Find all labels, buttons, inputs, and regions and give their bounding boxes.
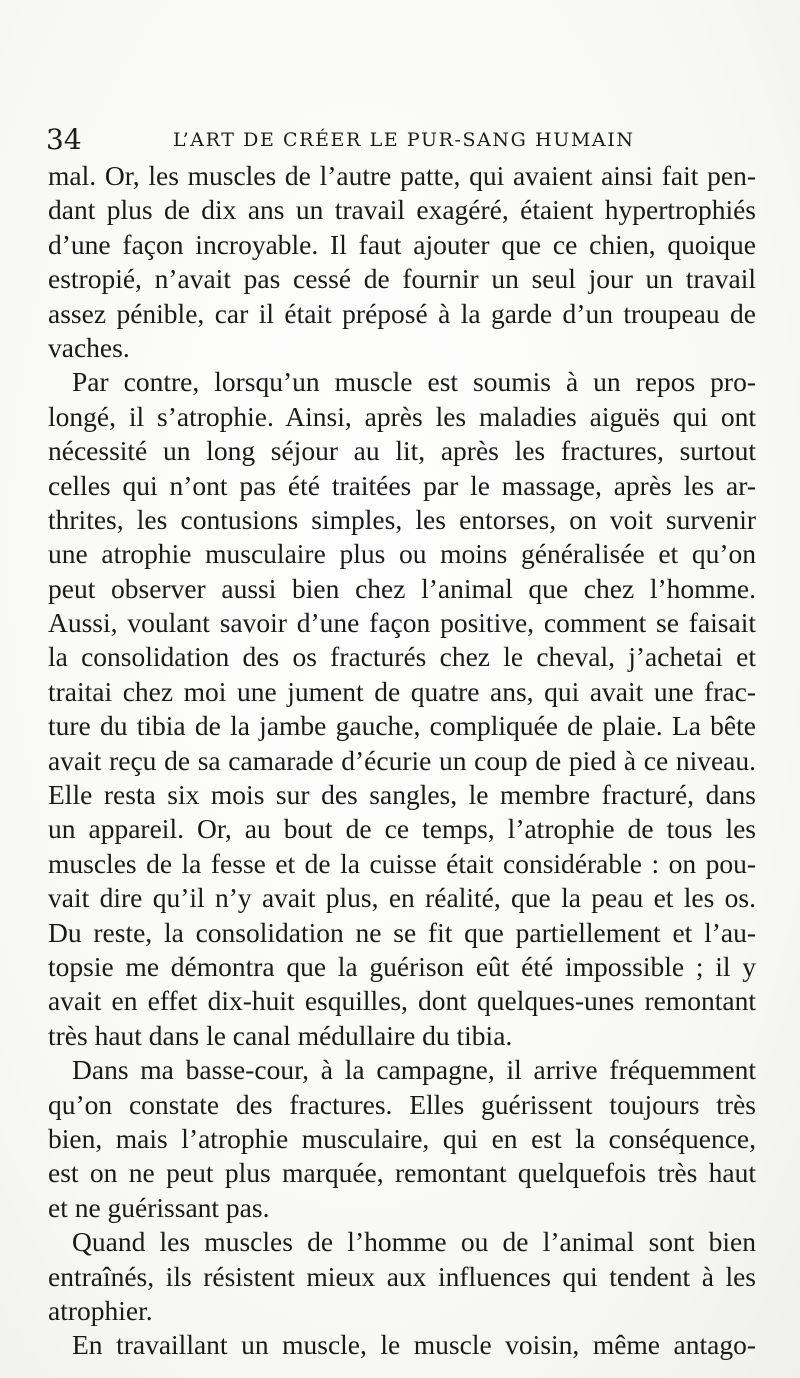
- text-line: qu’on constate des fractures. Elles guérissent toujours très: [48, 1088, 756, 1120]
- text-line: avait en effet dix-huit esquilles, dont quelques-unes remontant: [48, 985, 756, 1017]
- page-header: [46, 122, 760, 158]
- text-line: Dans ma basse-cour, à la campagne, il arrive fréquemment: [72, 1054, 756, 1086]
- text-line: nécessité un long séjour au lit, après les fractures, surtout: [48, 435, 756, 467]
- text-line: traitai chez moi une jument de quatre ans, qui avait une frac-: [48, 675, 756, 707]
- text-line: un appareil. Or, au bout de ce temps, l’atrophie de tous les: [48, 813, 756, 845]
- text-line: assez pénible, car il était préposé à la garde d’un troupeau de: [48, 297, 756, 329]
- text-line: dant plus de dix ans un travail exagéré, étaient hypertrophiés: [48, 194, 756, 226]
- text-line: thrites, les contusions simples, les entorses, on voit survenir: [48, 503, 756, 535]
- text-line: d’une façon incroyable. Il faut ajouter que ce chien, quoique: [48, 228, 756, 260]
- text-line: atrophier.: [48, 1294, 153, 1326]
- text-line: est on ne peut plus marquée, remontant quelquefois très haut: [48, 1157, 756, 1189]
- text-line: muscles de la fesse et de la cuisse était considérable : on pou-: [48, 847, 756, 879]
- text-line: ture du tibia de la jambe gauche, compliquée de plaie. La bête: [48, 710, 756, 742]
- text-line: Elle resta six mois sur des sangles, le membre fracturé, dans: [48, 779, 756, 811]
- text-line: Quand les muscles de l’homme ou de l’animal sont bien: [72, 1226, 756, 1258]
- text-line: Aussi, voulant savoir d’une façon positive, comment se faisait: [48, 607, 756, 639]
- text-line: et ne guérissant pas.: [48, 1191, 270, 1223]
- body-text: [48, 159, 756, 1363]
- text-line: une atrophie musculaire plus ou moins généralisée et qu’on: [48, 538, 756, 570]
- running-title: L’ART DE CRÉER LE PUR-SANG HUMAIN: [173, 129, 635, 151]
- text-line: longé, il s’atrophie. Ainsi, après les maladies aiguës qui ont: [48, 400, 756, 432]
- text-line: En travaillant un muscle, le muscle voisin, même antago-: [72, 1329, 756, 1361]
- text-line: entraînés, ils résistent mieux aux influences qui tendent à les: [48, 1260, 756, 1292]
- text-line: avait reçu de sa camarade d’écurie un coup de pied à ce niveau.: [48, 744, 756, 776]
- text-line: celles qui n’ont pas été traitées par le massage, après les ar-: [48, 469, 756, 501]
- page-number: 34: [46, 123, 82, 156]
- text-line: Du reste, la consolidation ne se fit que partiellement et l’au-: [48, 916, 756, 948]
- text-line: vaches.: [48, 331, 130, 363]
- text-line: vait dire qu’il n’y avait plus, en réalité, que la peau et les os.: [48, 882, 756, 914]
- text-line: peut observer aussi bien chez l’animal que chez l’homme.: [48, 572, 756, 604]
- text-line: la consolidation des os fracturés chez le cheval, j’achetai et: [48, 641, 756, 673]
- text-line: estropié, n’avait pas cessé de fournir un seul jour un travail: [48, 263, 756, 295]
- text-line: mal. Or, les muscles de l’autre patte, qui avaient ainsi fait pen-: [48, 160, 756, 191]
- text-line: Par contre, lorsqu’un muscle est soumis à un repos pro-: [72, 366, 756, 398]
- text-line: très haut dans le canal médullaire du tibia.: [48, 1019, 513, 1051]
- text-line: topsie me démontra que la guérison eût été impossible ; il y: [48, 950, 756, 982]
- text-line: bien, mais l’atrophie musculaire, qui en est la conséquence,: [48, 1122, 756, 1154]
